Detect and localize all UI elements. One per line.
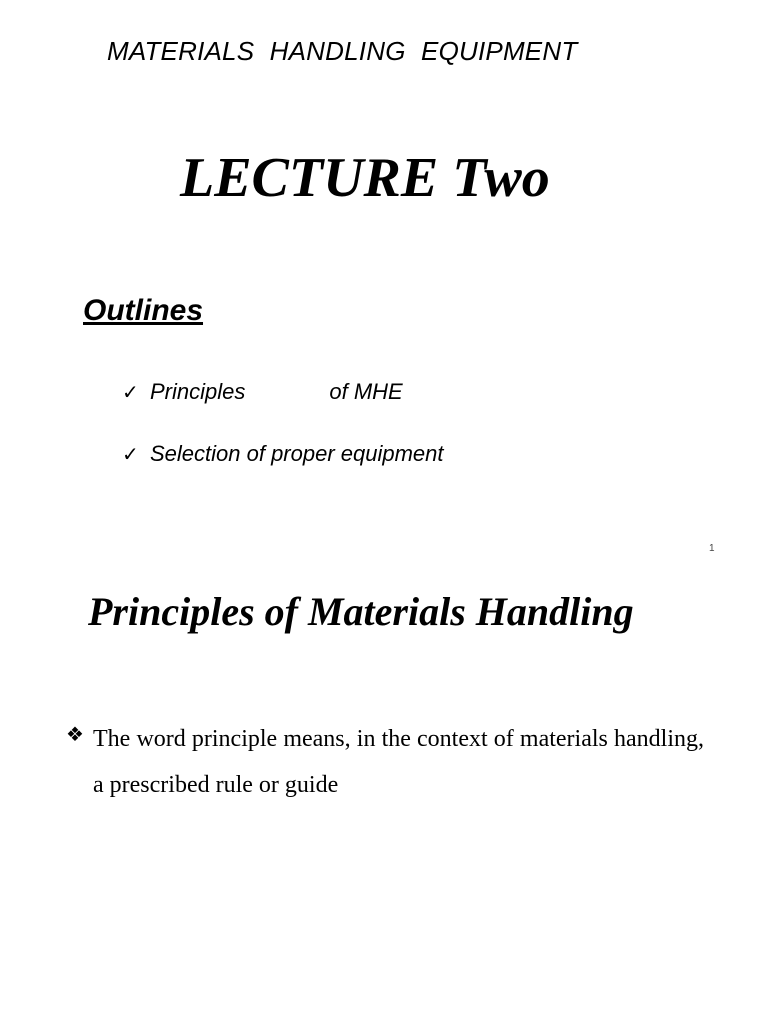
- outline-item-selection: [122, 441, 444, 467]
- outline-item-label-suffix: of MHE: [329, 379, 403, 404]
- diamond-bullet-icon: ❖: [66, 724, 84, 746]
- bullet-text: The word principle means, in the context of materials handling, a prescribed rule or guide: [93, 726, 704, 798]
- outline-item-label: Principles: [150, 379, 246, 404]
- check-icon: ✓: [122, 381, 139, 404]
- slide-number: 1: [709, 543, 715, 554]
- outline-item-principles: [122, 379, 403, 405]
- check-icon: ✓: [122, 443, 139, 466]
- outlines-heading: Outlines: [83, 294, 204, 327]
- course-title: MATERIALS HANDLING EQUIPMENT: [107, 36, 578, 66]
- lecture-title: LECTURE Two: [180, 147, 550, 209]
- bullet-paragraph: [66, 716, 704, 808]
- section-title: Principles of Materials Handling: [88, 589, 634, 634]
- outline-item-label: Selection of proper equipment: [150, 441, 444, 466]
